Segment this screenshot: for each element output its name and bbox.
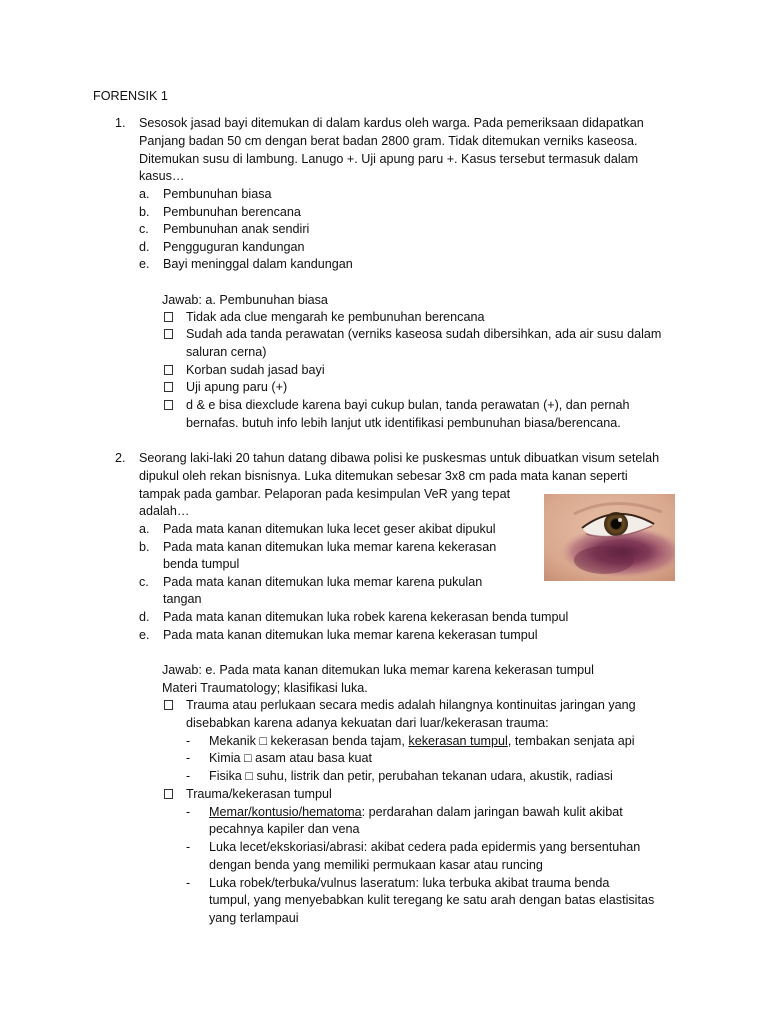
checkbox-icon bbox=[164, 398, 173, 416]
bullet-text: disebabkan karena adanya kekuatan dari luar/kekerasan trauma: bbox=[186, 716, 549, 730]
question-number: 2. bbox=[115, 451, 126, 465]
question-line: Panjang badan 50 cm dengan berat badan 2800 gram. Tidak ditemukan verniks kaseosa. bbox=[139, 134, 638, 148]
dash-marker: - bbox=[186, 734, 191, 748]
question-line: Ditemukan susu di lambung. Lanugo +. Uji apung paru +. Kasus tersebut termasuk dalam bbox=[139, 152, 639, 166]
bullet-text: Sudah ada tanda perawatan (verniks kaseosa sudah dibersihkan, ada air susu dalam bbox=[186, 327, 662, 341]
answer: Jawab: e. Pada mata kanan ditemukan luka memar karena kekerasan tumpul bbox=[162, 663, 594, 677]
question-line: kasus… bbox=[139, 169, 185, 183]
dash-marker: - bbox=[186, 751, 191, 765]
question-line: adalah… bbox=[139, 504, 190, 518]
dash-marker: - bbox=[186, 769, 191, 783]
bullet-text: Tidak ada clue mengarah ke pembunuhan berencana bbox=[186, 310, 485, 324]
option-e: e. Bayi meninggal dalam kandungan bbox=[139, 257, 353, 271]
bullet-text: bernafas. butuh info lebih lanjut utk identifikasi pembunuhan biasa/berencana. bbox=[186, 416, 621, 430]
sub-item-continuation: tumpul, yang menyebabkan kulit teregang ke satu arah dengan batas elastisitas bbox=[209, 893, 655, 907]
checkbox-icon bbox=[164, 380, 173, 398]
option-c: c. Pembunuhan anak sendiri bbox=[139, 222, 310, 236]
answer: Jawab: a. Pembunuhan biasa bbox=[162, 293, 328, 307]
checkbox-icon bbox=[164, 787, 173, 805]
sub-item: Kimia □ asam atau basa kuat bbox=[209, 751, 373, 765]
option-b: b. Pembunuhan berencana bbox=[139, 205, 301, 219]
sub-item-continuation: dengan benda yang memiliki permukaan kasar atau runcing bbox=[209, 858, 543, 872]
option-continuation: tangan bbox=[163, 592, 202, 606]
bullet-text: saluran cerna) bbox=[186, 345, 267, 359]
bruised-eye-photo bbox=[544, 494, 675, 581]
checkbox-icon bbox=[164, 327, 173, 345]
sub-item: Memar/kontusio/hematoma: perdarahan dalam jaringan bawah kulit akibat bbox=[209, 805, 623, 819]
option-d: d. Pengguguran kandungan bbox=[139, 240, 305, 254]
question-line: Sesosok jasad bayi ditemukan di dalam kardus oleh warga. Pada pemeriksaan didapatkan bbox=[139, 116, 644, 130]
sub-item: Luka lecet/ekskoriasi/abrasi: akibat cedera pada epidermis yang bersentuhan bbox=[209, 840, 641, 854]
sub-item: Fisika □ suhu, listrik dan petir, perubahan tekanan udara, akustik, radiasi bbox=[209, 769, 613, 783]
option-continuation: benda tumpul bbox=[163, 557, 240, 571]
question-number: 1. bbox=[115, 116, 126, 130]
sub-item-continuation: yang terlampaui bbox=[209, 911, 299, 925]
sub-item: Mekanik □ kekerasan benda tajam, kekerasan tumpul, tembakan senjata api bbox=[209, 734, 635, 748]
dash-marker: - bbox=[186, 840, 191, 854]
question-line: Seorang laki-laki 20 tahun datang dibawa polisi ke puskesmas untuk dibuatkan visum setelah bbox=[139, 451, 660, 465]
sub-item-continuation: pecahnya kapiler dan vena bbox=[209, 822, 360, 836]
option-c: c. Pada mata kanan ditemukan luka memar karena pukulan bbox=[139, 575, 483, 589]
option-d: d. Pada mata kanan ditemukan luka robek karena kekerasan benda tumpul bbox=[139, 610, 569, 624]
bullet-text: Korban sudah jasad bayi bbox=[186, 363, 325, 377]
option-a: a. Pembunuhan biasa bbox=[139, 187, 272, 201]
question-line: tampak pada gambar. Pelaporan pada kesimpulan VeR yang tepat bbox=[139, 487, 511, 501]
bullet-text: d & e bisa diexclude karena bayi cukup bulan, tanda perawatan (+), dan pernah bbox=[186, 398, 630, 412]
bullet-text: Trauma atau perlukaan secara medis adalah hilangnya kontinuitas jaringan yang bbox=[186, 698, 636, 712]
checkbox-icon bbox=[164, 363, 173, 381]
dash-marker: - bbox=[186, 805, 191, 819]
sub-item: Luka robek/terbuka/vulnus laseratum: luka terbuka akibat trauma benda bbox=[209, 876, 610, 890]
dash-marker: - bbox=[186, 876, 191, 890]
checkbox-icon bbox=[164, 698, 173, 716]
option-b: b. Pada mata kanan ditemukan luka memar karena kekerasan bbox=[139, 540, 497, 554]
page-title: FORENSIK 1 bbox=[93, 89, 168, 103]
bullet-text: Uji apung paru (+) bbox=[186, 380, 288, 394]
materi-label: Materi Traumatology; klasifikasi luka. bbox=[162, 681, 368, 695]
checkbox-icon bbox=[164, 310, 173, 328]
question-line: dipukul oleh rekan bisnisnya. Luka ditemukan sebesar 3x8 cm pada mata kanan seperti bbox=[139, 469, 628, 483]
option-a: a. Pada mata kanan ditemukan luka lecet geser akibat dipukul bbox=[139, 522, 496, 536]
bullet-text: Trauma/kekerasan tumpul bbox=[186, 787, 332, 801]
option-e: e. Pada mata kanan ditemukan luka memar karena kekerasan tumpul bbox=[139, 628, 538, 642]
